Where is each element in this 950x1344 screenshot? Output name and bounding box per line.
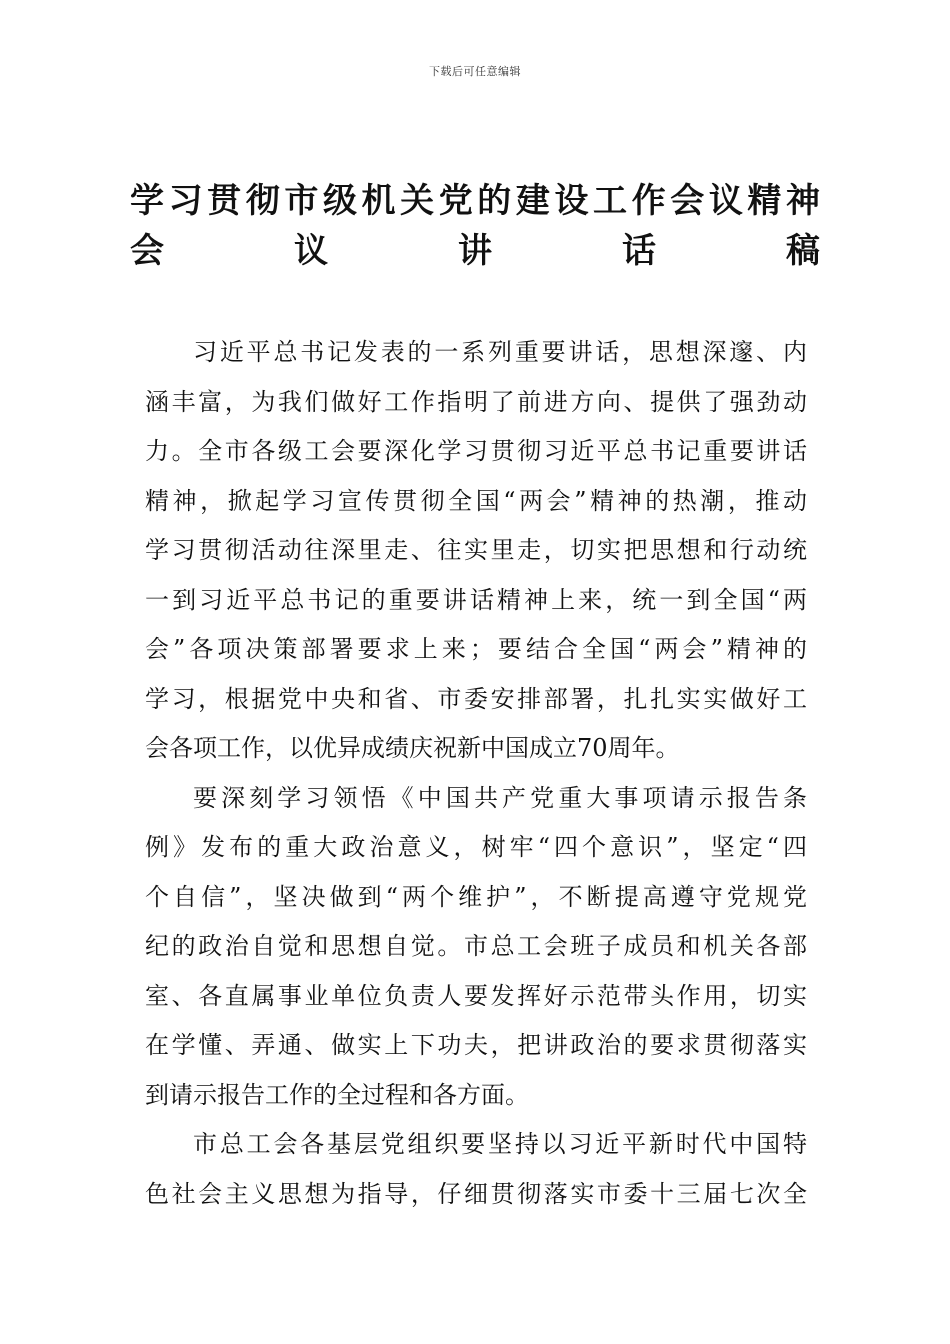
paragraph-line: 学习贯彻活动往深里走、往实里走，切实把思想和行动统 xyxy=(145,536,807,564)
title-line-1: 学习贯彻市级机关党的建设工作会议精神 xyxy=(130,181,820,221)
paragraph-3 xyxy=(145,1120,807,1219)
paragraph-line: 会”各项决策部署要求上来；要结合全国“两会”精神的 xyxy=(145,635,807,663)
paragraph-line: 习近平总书记发表的一系列重要讲话，思想深邃、内 xyxy=(193,338,807,366)
paragraph-line: 力。全市各级工会要深化学习贯彻习近平总书记重要讲话 xyxy=(145,437,807,465)
document-body xyxy=(145,328,807,1219)
paragraph-line: 个自信”，坚决做到“两个维护”，不断提高遵守党规党 xyxy=(145,882,807,911)
paragraph-line: 精神，掀起学习宣传贯彻全国“两会”精神的热潮，推动 xyxy=(145,486,807,515)
paragraph-line: 学习，根据党中央和省、市委安排部署，扎扎实实做好工 xyxy=(145,684,807,713)
paragraph-line: 室、各直属事业单位负责人要发挥好示范带头作用，切实 xyxy=(145,981,807,1010)
paragraph-line: 一到习近平总书记的重要讲话精神上来，统一到全国“两 xyxy=(145,585,807,614)
paragraph-line: 会各项工作，以优异成绩庆祝新中国成立70周年。 xyxy=(145,734,680,762)
paragraph-line: 色社会主义思想为指导，仔细贯彻落实市委十三届七次全 xyxy=(145,1179,807,1208)
paragraph-line: 纪的政治自觉和思想自觉。市总工会班子成员和机关各部 xyxy=(145,932,807,960)
paragraph-line: 在学懂、弄通、做实上下功夫，把讲政治的要求贯彻落实 xyxy=(145,1031,807,1059)
paragraph-line: 要深刻学习领悟《中国共产党重大事项请示报告条 xyxy=(193,783,807,812)
title-line-2: 会议讲话稿 xyxy=(130,231,820,271)
paragraph-line: 涵丰富，为我们做好工作指明了前进方向、提供了强劲动 xyxy=(145,387,807,416)
paragraph-1 xyxy=(145,328,807,774)
paragraph-line: 市总工会各基层党组织要坚持以习近平新时代中国特 xyxy=(193,1130,807,1158)
document-title xyxy=(130,176,820,276)
paragraph-2 xyxy=(145,774,807,1121)
header-note: 下载后可任意编辑 xyxy=(429,65,521,78)
paragraph-line: 例》发布的重大政治意义，树牢“四个意识”，坚定“四 xyxy=(145,833,807,861)
paragraph-line: 到请示报告工作的全过程和各方面。 xyxy=(145,1080,529,1109)
